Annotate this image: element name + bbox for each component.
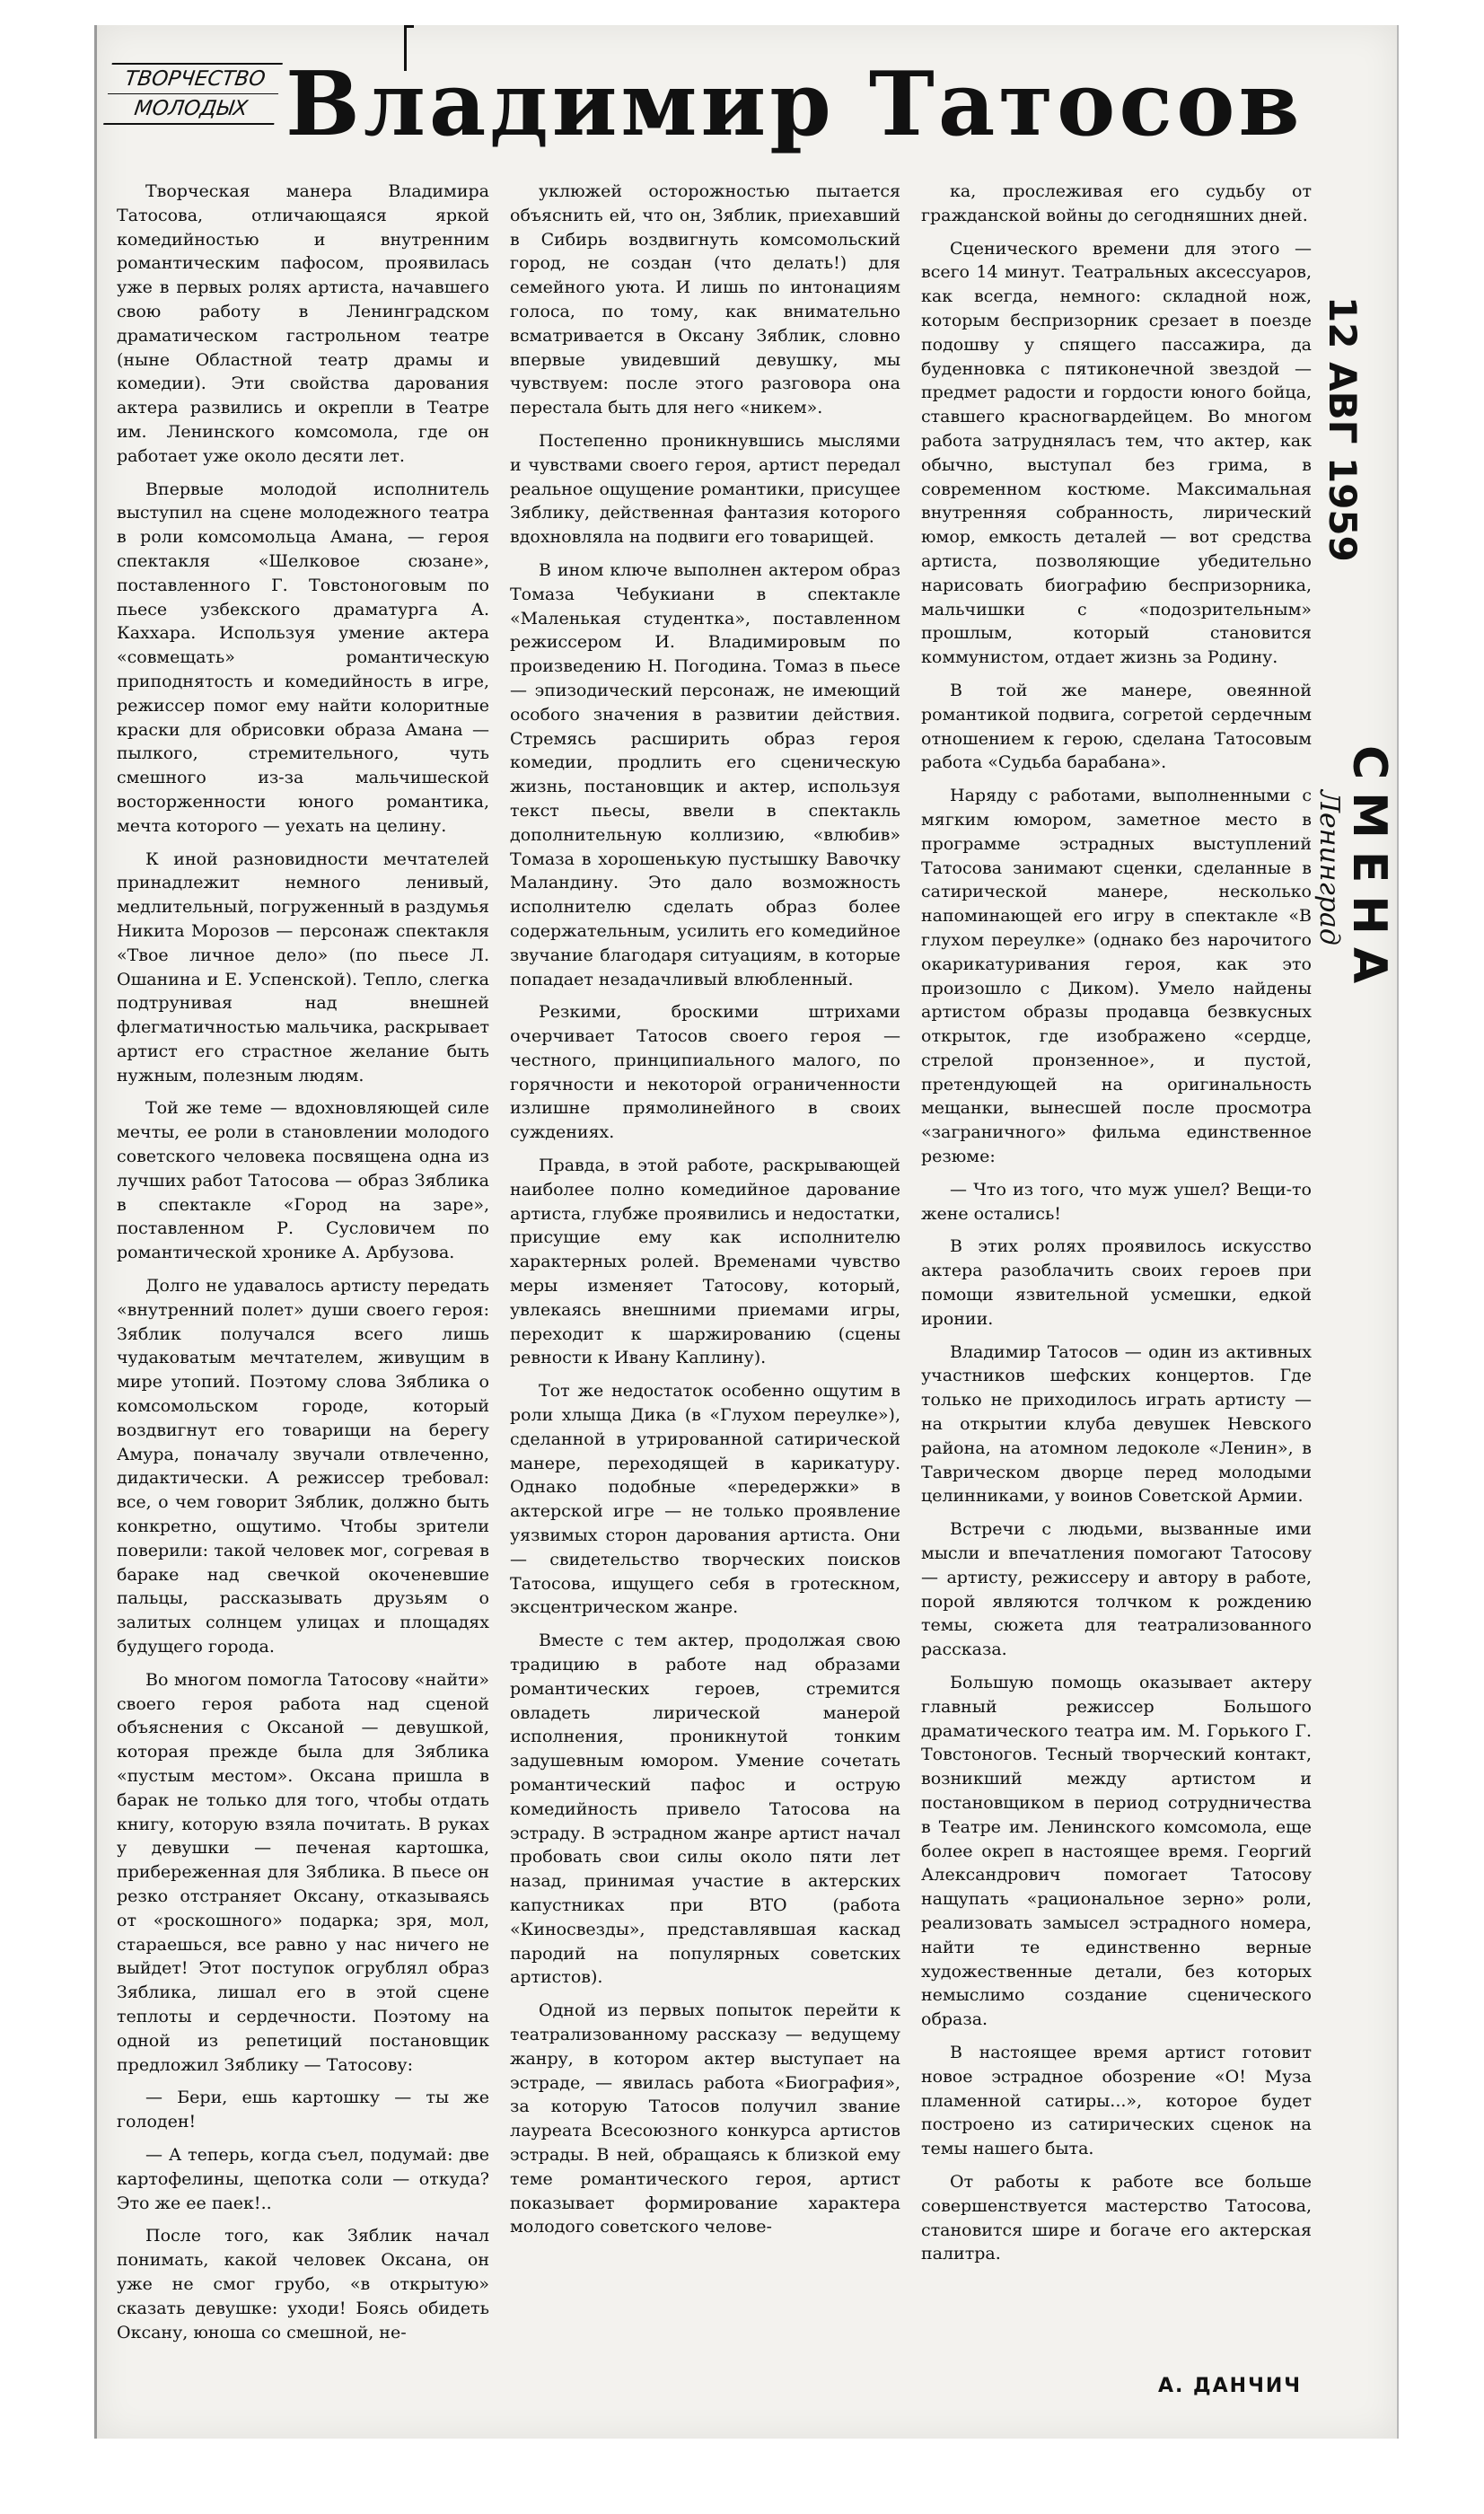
article-paragraph: Наряду с работами, выполненными с мягким юмором, заметное место в программе эстрадных выступлений Татосова занимают сценки, сделанные в сатирической манере, несколько напоминающей его игру в спектакле «В глухом переулке» (однако без нарочитого окарикатуривания героя, как это произошло с Диком). Умело найдены артистом образы продавца безвкусных открыток, где изображено «сердце, стрелой пронзенное», и пустой, претендующей на оригинальность мещанки, вынесшей после просмотра «заграничного» фильма единственное резюме: <box>921 786 1312 1167</box>
article-headline: Владимир Татосов <box>285 53 1304 156</box>
article-paragraph: Резкими, броскими штрихами очерчивает Татосов своего героя — честного, принципиального малого, по горячности и некоторой ограниченности излишне прямолинейного в своих суждениях. <box>510 1002 900 1143</box>
rubric-line-2: МОЛОДЫХ <box>132 97 250 120</box>
stamp-date <box>1321 296 1365 350</box>
article-paragraph: В настоящее время артист готовит новое эстрадное обозрение «О! Муза пламенной сатиры...», которое будет построено из сатирических сценок на темы нашего быта. <box>921 2042 1312 2159</box>
article-column-3 <box>921 180 1312 2275</box>
article-paragraph: Сценического времени для этого — всего 14 минут. Театральных аксессуаров, как всегда, немного: складной нож, которым беспризорник срезает в поезде подошву у спящего пассажира, да буденновка с пятиконечной звездой — предмет радости и гордости юного бойца, ставшего красногвардейцем. Во многом работа затрудняласъ тем, что актер, как обычно, выступал без грима, в современном костюме. Максимальная внутренняя собранность, лирический юмор, емкость деталей — вот средства артиста, позволяющие убедительно нарисовать биографию беспризорника, мальчишки с «подозрительным» прошлым, который становится коммунистом, отдает жизнь за Родину. <box>921 238 1312 668</box>
article-column-2 <box>510 180 900 2248</box>
article-paragraph: Впервые молодой исполнитель выступил на сцене молодежного театра в роли комсомольца Амана, — героя спектакля «Шелковое сюзане», поставленного Г. Товстоноговым по пьесе узбекского драматурга А. Каххара. Используя умение актера «совмещать» романтическую приподнятость и комедийность в игре, режиссер помог ему найти колоритные краски для обрисовки образа Амана — пылкого, стремительного, чуть смешного из-за мальчишеской восторженности юного романтика, мечта которого — уехать на целину. <box>117 479 489 836</box>
article-paragraph: Большую помощь оказывает актеру главный режиссер Большого драматического театра им. М. Горького Г. Товстоногов. Тесный творческий контакт, возникший между артистом и постановщиком в период сотрудничества в Театре им. Ленинского комсомола, еще более окреп в настоящее время. Георгий Александрович помогает Татосову нащупать «рациональное зерно» роли, реализовать замысел эстрадного номера, найти те единственно верные художественные детали, без которых немыслимо создание сценического образа. <box>921 1673 1312 2030</box>
article-paragraph: — А теперь, когда съел, подумай: две картофелины, щепотка соли — откуда? Это же ее паек!.. <box>117 2144 489 2213</box>
article-paragraph: ка, прослеживая его судьбу от гражданской войны до сегодняшних дней. <box>921 181 1312 225</box>
rubric <box>103 63 283 125</box>
article-paragraph: Правда, в этой работе, раскрывающей наиболее полно комедийное дарование артиста, глубже проявились и недостатки, присущие ему как исполнителю характерных ролей. Временами чувство меры изменяет Татосову, который, увлекаясь внешними приемами игры, переходит к шаржированию (сцены ревности к Ивану Каплину). <box>510 1156 900 1368</box>
article-paragraph: — Что из того, что муж ушел? Вещи-то жене остались! <box>921 1179 1312 1224</box>
article-paragraph: Постепенно проникнувшись мыслями и чувствами своего героя, артист передал реальное ощущение романтики, присущее Зяблику, действенная фантазия которого вдохновляла на подвиги его товарищей. <box>510 430 900 548</box>
article-paragraph: Вместе с тем актер, продолжая свою традицию в работе над образами романтических героев, стремится овладеть лирической манерой исполнения, проникнутой тонким задушевным юмором. Умение сочетать романтический пафос и острую комедийность привело Татосова на эстраду. В эстрадном жанре артист начал пробовать свои силы около пяти лет назад, принимая участие в актерских капустниках при ВТО (работа «Киносвезды», представлявшая каскад пародий на популярных советских артистов). <box>510 1631 900 1988</box>
article-paragraph: Во многом помогла Татосову «найти» своего героя работа над сценой объяснения с Оксаной — девушкой, которая прежде была для Зяблика «пустым местом». Оксана пришла в барак не только для того, чтобы отдать книгу, которую взяла почитать. В руках у девушки — печеная картошка, прибереженная для Зяблика. В пьесе он резко отстраняет Оксану, отказываясь от «роскошного» подарка; зря, мол, стараешься, все равно у нас ничего не выйдет! Этот поступок огрублял образ Зяблика, лишал его в этой сцене теплоты и сердечности. Поэтому на одной из репетиций постановщик предложил Зяблику — Татосову: <box>117 1669 489 2075</box>
article-paragraph: В этих ролях проявилось искусство актера разоблачить своих героев при помощи язвительной усмешки, едкой иронии. <box>921 1236 1312 1329</box>
article-paragraph: уклюжей осторожностью пытается объяснить ей, что он, Зяблик, приехавший в Сибирь воздвигнуть комсомольский город, не создан (что делать!) для семейного уюта. И лишь по интонациям голоса, по тому, как внимательно всматривается в Оксану Зяблик, словно впервые увидевший девушку, мы чувствуем: после этого разговора она перестала быть для него «никем». <box>510 181 900 418</box>
article-paragraph: Той же теме — вдохновляющей силе мечты, ее роли в становлении молодого советского человека посвящена одна из лучших работ Татосова — образ Зяблика в спектакле «Город на заре», поставленном Р. Сусловичем по романтической хронике А. Арбузова. <box>117 1098 489 1263</box>
article-paragraph: От работы к работе все больше совершенствуется мастерство Татосова, становится шире и богаче его актерская палитра. <box>921 2171 1312 2264</box>
stamp-city: Ленинград <box>1313 790 1345 945</box>
article-column-1 <box>117 180 489 2353</box>
stamp-newspaper-name: СМЕНА <box>1342 745 1396 997</box>
article-paragraph: В ином ключе выполнен актером образ Томаза Чебукиани в спектакле «Маленькая студентка», поставленном режиссером И. Владимировым по произведению Н. Погодина. Томаз в пьесе — эпизодический персонаж, не имеющий особого значения в развитии действия. Стремясь расширить образ героя комедии, продлить его сценическую жизнь, постановщик и актер, используя текст пьесы, ввели в спектакль дополнительную коллизию, «влюбив» Томаза в хорошенькую пустышку Вавочку Маландину. Это дало возможность исполнителю сделать образ более содержательным, усилить его комедийное звучание благодаря ситуациям, в которые попадает незадачливый влюбленный. <box>510 559 900 989</box>
article-paragraph: Долго не удавалось артисту передать «внутренний полет» души своего героя: Зяблик получался всего лишь чудаковатым мечтателем, живущим в мире утопий. Поэтому слова Зяблика о комсомольском городе, который воздвигнут его товарищи на берегу Амура, поначалу звучали отвлеченно, дидактически. А режиссер требовал: все, о чем говорит Зяблик, должно быть конкретно, ощутимо. Чтобы зрители поверили: такой человек мог, согревая в бараке над свечкой окоченевшие пальцы, рассказывать друзьям о залитых солнцем улицах и площадях будущего города. <box>117 1276 489 1657</box>
article-paragraph: Творческая манера Владимира Татосова, отличающаяся яркой комедийностью и внутренним романтическим пафосом, проявилась уже в первых ролях артиста, начавшего свою работу в Ленинградском драматическом гастрольном театре (ныне Областной театр драмы и комедии). Эти свойства дарования актера развились и окрепли в Театре им. Ленинского комсомола, где он работает уже около десяти лет. <box>117 181 489 466</box>
article-paragraph: Встречи с людьми, вызванные ими мысли и впечатления помогают Татосову — артисту, режиссеру и автору в работе, порой являются толчком к рождению темы, сюжета для театрализованного рассказа. <box>921 1519 1312 1660</box>
rubric-line-1: ТВОРЧЕСТВО <box>108 65 283 94</box>
article-paragraph: В той же манере, овеянной романтикой подвига, согретой сердечным отношением к герою, сделана Татосовым работа «Судьба барабана». <box>921 680 1312 773</box>
article-paragraph: После того, как Зяблик начал понимать, какой человек Оксана, он уже не смог грубо, «в открытую» сказать девушке: уходи! Боясь обидеть Оксану, юноша со смешной, не- <box>117 2226 489 2343</box>
article-paragraph: Одной из первых попыток перейти к театрализованному рассказу — ведущему жанру, в котором актер выступает на эстраде, — явилась работа «Биография», за которую Татосов получил звание лауреата Всесоюзного конкурса артистов эстрады. В ней, обращаясь к близкой ему теме романтического героя, артист показывает формирование характера молодого советского челове- <box>510 2000 900 2237</box>
author-signature: А. ДАНЧИЧ <box>1158 2375 1303 2397</box>
article-paragraph: Тот же недостаток особенно ощутим в роли хлыща Дика (в «Глухом переулке»), сделанной в утрированной сатирической манере, переходящей в карикатуру. Однако подобные «передержки» в актерской игре — не только проявление уязвимых сторон дарования артиста. Они — свидетельство творческих поисков Татосова, ищущего себя в гротескном, эксцентрическом жанре. <box>510 1381 900 1618</box>
article-paragraph: К иной разновидности мечтателей принадлежит немного ленивый, медлительный, погруженный в раздумья Никита Морозов — персонаж спектакля «Твое личное дело» (по пьесе Л. Ошанина и Е. Успенской). Тепло, слегка подтрунивая над внешней флегматичностью мальчика, раскрывает артист его страстное желание быть нужным, полезным людям. <box>117 848 490 1086</box>
article-paragraph: — Бери, ешь картошку — ты же голоден! <box>117 2088 489 2132</box>
article-paragraph: Владимир Татосов — один из активных участников шефских концертов. Где только не приходилось играть артисту — на открытии клуба девушек Невского района, на атомном ледоколе «Ленин», в Таврическом дворце перед молодыми целинниками, у воинов Советской Армии. <box>921 1341 1312 1507</box>
